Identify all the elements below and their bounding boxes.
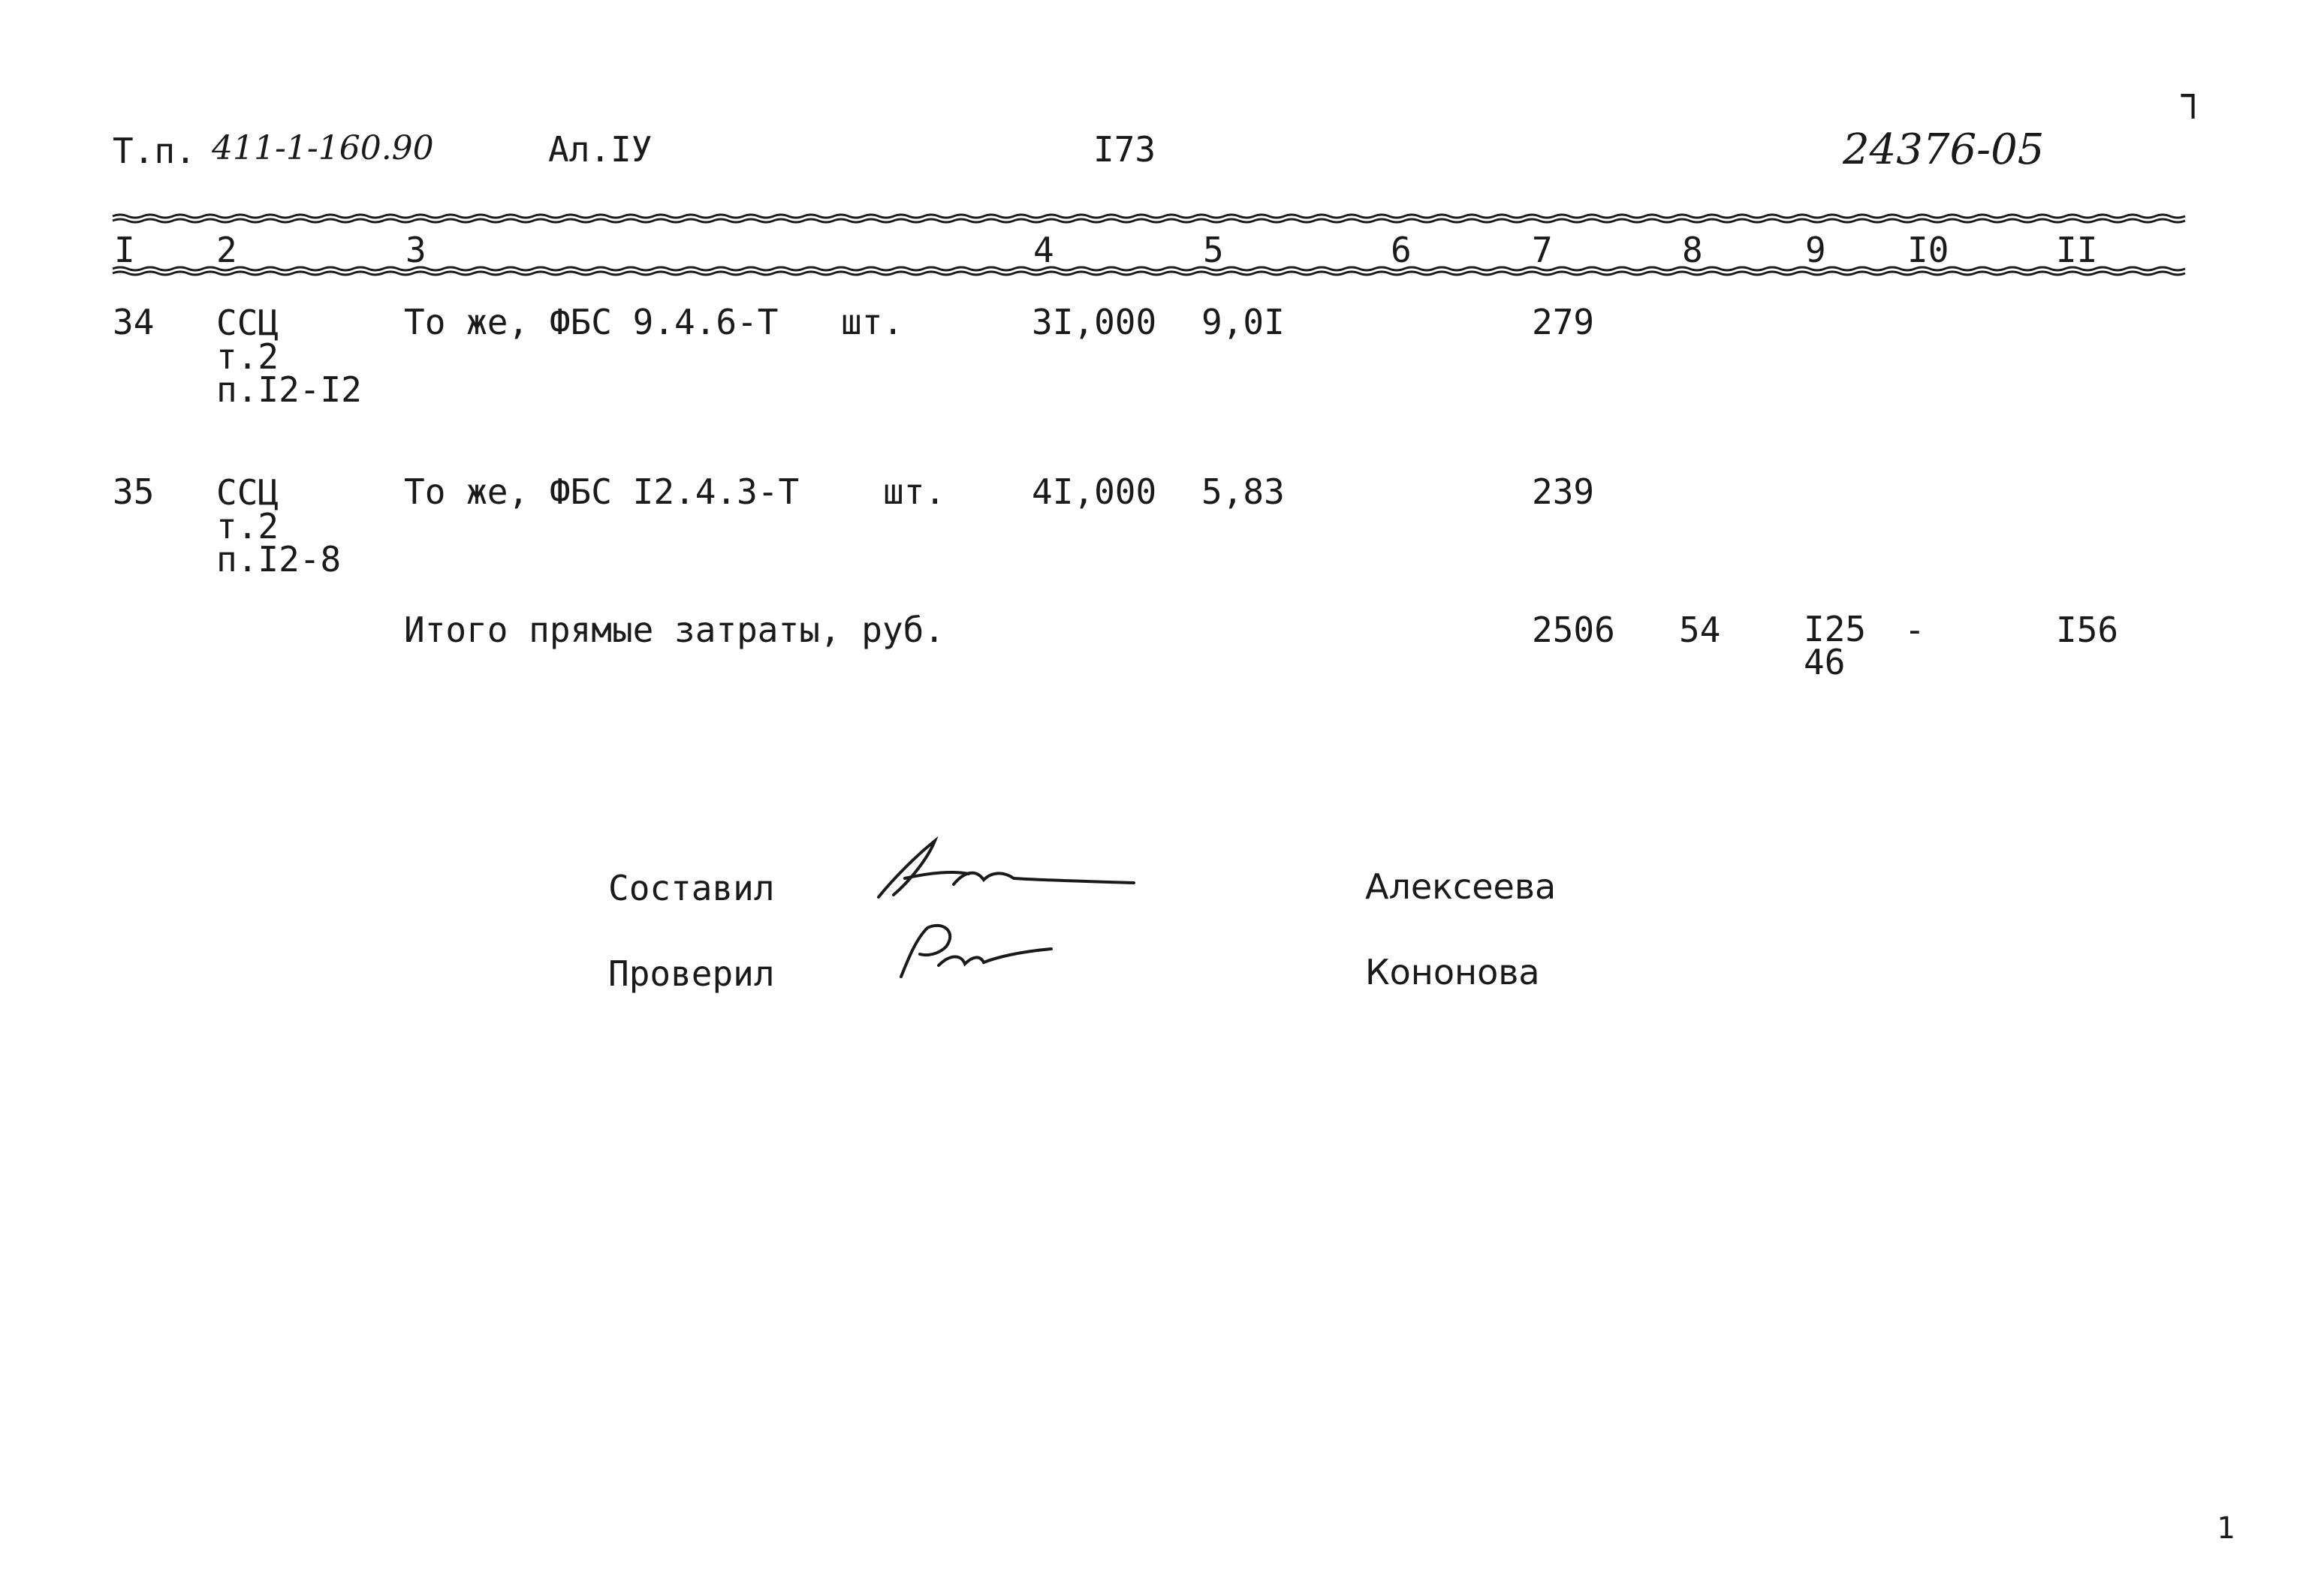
doc-code: 24376-05 [1843,125,2045,174]
project-prefix: Т.п. [113,131,196,171]
row-35-total: 239 [1532,471,1595,512]
compiled-by-name: Алексеева [1365,866,1557,907]
summary-col7: 2506 [1532,610,1615,650]
column-header-6: 6 [1391,230,1412,270]
row-35-description: То же, ФБС I2.4.3-Т [404,471,800,512]
column-header-3: 3 [405,230,427,270]
row-35-price: 5,83 [1201,471,1285,512]
column-header-9: 9 [1805,230,1826,270]
footer-mark: 1 [2217,1511,2235,1546]
summary-col9-line2: 46 [1804,642,1846,683]
summary-col11: I56 [2056,610,2119,650]
top-wavy-rule [113,213,2193,222]
album-label: Ал.IУ [548,129,653,170]
project-number: 411-1-160.90 [212,129,434,167]
column-header-5: 5 [1203,230,1224,270]
row-35-quantity: 4I,000 [1032,471,1157,512]
row-35-number: 35 [113,471,155,512]
page-number: I73 [1093,129,1156,170]
column-header-2: 2 [216,230,237,270]
row-34-reference [216,303,362,411]
row-34-description: То же, ФБС 9.4.6-Т [404,302,779,342]
checked-by-label: Проверил [608,953,775,994]
row-35-reference [216,472,342,580]
compiled-signature [864,826,1149,908]
corner-mark: ┐ [2181,74,2205,119]
column-header-1: I [114,230,135,270]
summary-col9 [1804,609,1867,683]
checked-by-name: Кононова [1365,952,1540,992]
column-header-4: 4 [1033,230,1054,270]
row-35-ref-line1: ССЦ [216,472,279,513]
row-34-quantity: 3I,000 [1032,302,1157,342]
row-34-price: 9,0I [1201,302,1285,342]
row-34-ref-line1: ССЦ [216,303,279,343]
column-header-10: I0 [1907,230,1949,270]
column-header-8: 8 [1682,230,1703,270]
row-34-number: 34 [113,302,155,342]
row-34-ref-line3: п.I2-I2 [216,369,362,411]
summary-label: Итого прямые затраты, руб. [404,610,945,650]
row-34-unit: шт. [841,302,904,342]
column-header-11: II [2056,230,2098,270]
checked-signature [886,913,1066,988]
summary-col9-line1: I25 [1804,609,1867,649]
column-header-7: 7 [1532,230,1553,270]
compiled-by-label: Составил [608,868,775,908]
row-35-ref-line3: п.I2-8 [216,539,342,580]
row-35-unit: шт. [883,471,946,512]
row-34-total: 279 [1532,302,1595,342]
row-34-ref-line2: т.2 [216,336,279,377]
row-35-ref-line2: т.2 [216,505,279,547]
summary-col8: 54 [1679,610,1721,650]
summary-col10: - [1904,610,1925,650]
